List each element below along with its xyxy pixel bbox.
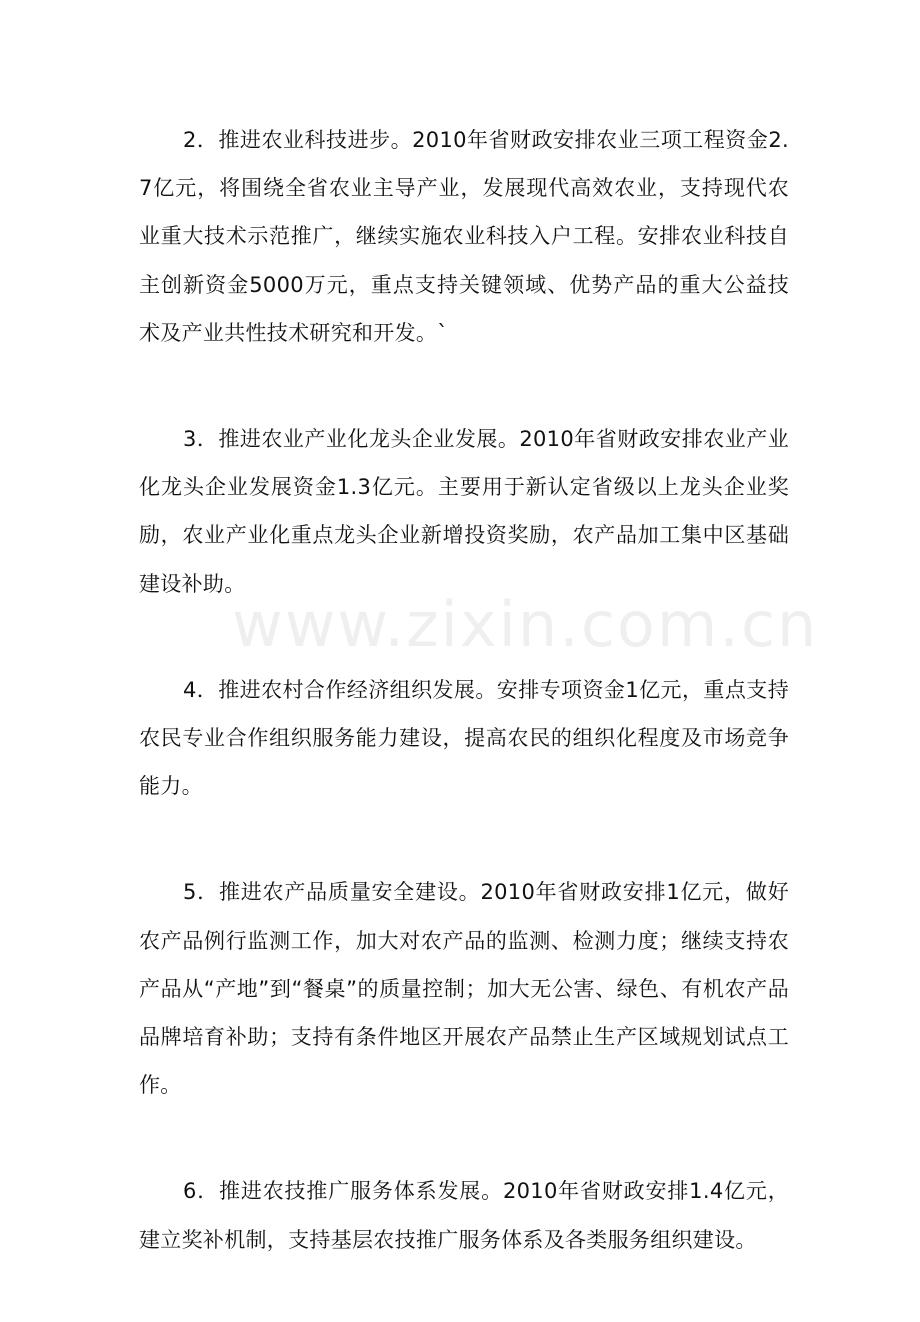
watermark: www.zixin.com.cn xyxy=(232,588,819,661)
paragraph-5-quality-safety: 5．推进农产品质量安全建设。2010年省财政安排1亿元，做好农产品例行监测工作，加大对农产品的监测、检测力度；继续支持农产品从“产地”到“餐桌”的质量控制；加大无公害、绿色、有机农产品品牌培育补助；支持有条件地区开展农产品禁止生产区域规划试点工作。 xyxy=(139,880,789,1098)
paragraph-2-agri-tech: 2．推进农业科技进步。2010年省财政安排农业三项工程资金2.7亿元，将围绕全省农业主导产业，发展现代高效农业，支持现代农业重大技术示范推广，继续实施农业科技入户工程。安排农业科技自主创新资金5000万元，重点支持关键领域、优势产品的重大公益技术及产业共性技术研究和开发。` xyxy=(139,128,789,345)
paragraph-3-industrialization: 3．推进农业产业化龙头企业发展。2010年省财政安排农业产业化龙头企业发展资金1.3亿元。主要用于新认定省级以上龙头企业奖励，农业产业化重点龙头企业新增投资奖励，农产品加工集中区基础建设补助。 xyxy=(139,427,789,596)
paragraph-4-cooperatives: 4．推进农村合作经济组织发展。安排专项资金1亿元，重点支持农民专业合作组织服务能力建设，提高农民的组织化程度及市场竞争能力。 xyxy=(139,677,789,799)
document-body xyxy=(139,116,789,1322)
paragraph-6-extension-services: 6．推进农技推广服务体系发展。2010年省财政安排1.4亿元，建立奖补机制，支持基层农技推广服务体系及各类服务组织建设。 xyxy=(139,1179,789,1252)
